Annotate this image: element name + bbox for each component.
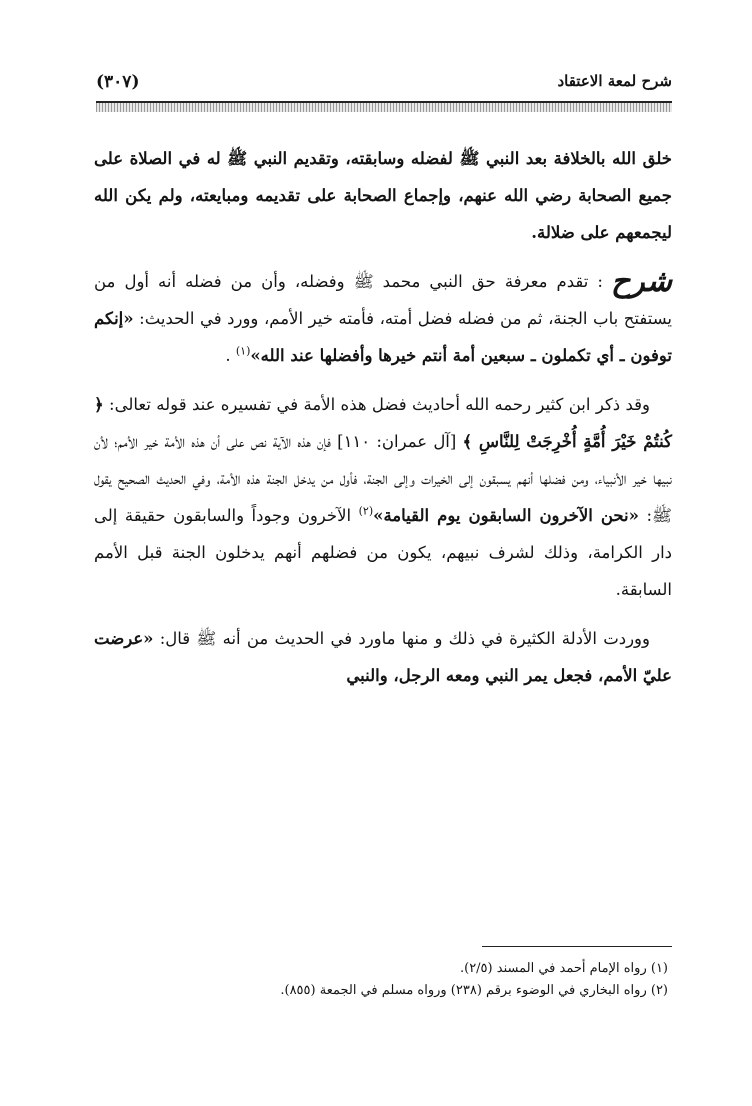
paragraph-evidence <box>94 620 672 694</box>
quran-verse: ﴿ كُنتُمْ خَيْرَ أُمَّةٍ أُخْرِجَتْ لِلنَّاسِ ﴾ <box>94 395 672 451</box>
header-rule <box>96 101 672 112</box>
ibn-kathir-text-3: الآخرون وجوداً والسابقون حقيقة إلى دار الكرامة، وذلك لشرف نبيهم، يكون من فضلهم أنهم يدخلون الجنة قبل الأمم السابقة. <box>94 506 672 599</box>
matn-text: خلق الله بالخلافة بعد النبي ﷺ لفضله وسابقته، وتقديم النبي ﷺ له في الصلاة على جميع الصحابة رضي الله عنهم، وإجماع الصحابة على تقديمه ومبايعته، ولم يكن الله ليجمعهم على ضلالة. <box>94 149 672 242</box>
sharh-heading: شرح <box>610 264 672 299</box>
footnotes <box>100 958 668 1002</box>
footnote-item: (٢) رواه البخاري في الوضوء برقم (٢٣٨) ورواه مسلم في الجمعة (٨٥٥). <box>280 983 668 998</box>
paragraph-ibn-kathir <box>94 386 672 608</box>
hadith-quote-2: «نحن الآخرون السابقون يوم القيامة» <box>373 506 639 525</box>
book-title: شرح لمعة الاعتقاد <box>557 72 672 90</box>
evidence-text: ووردت الأدلة الكثيرة في ذلك و منها ماورد في الحديث من أنه ﷺ قال: <box>153 629 650 648</box>
footnote-item: (١) رواه الإمام أحمد في المسند (٢/٥). <box>459 961 668 976</box>
paragraph-matn <box>94 140 672 251</box>
ibn-kathir-text-1: وقد ذكر ابن كثير رحمه الله أحاديث فضل هذه الأمة في تفسيره عند قوله تعالى: <box>103 395 650 414</box>
ibn-kathir-text-2: [آل عمران: ١١٠] فإن هذه الآية نص على أن هذه الأمة خير الأمم؛ لأن نبيها خير الأنبياء، ومن فضلها أنهم يسبقون إلى الخيرات وإلى الجنة، فأول من يدخل الجنة هذه الأمة، وفي الحديث الصحيح يقول ﷺ: <box>94 432 672 525</box>
hadith-quote-1: «إنكم توفون ـ أي تكملون ـ سبعين أمة أنتم خيرها وأفضلها عند الله» <box>94 309 672 365</box>
paragraph-sharh-intro <box>94 263 672 374</box>
hadith-quote-3: «عرضت عليّ الأمم، فجعل يمر النبي ومعه الرجل، والنبي <box>94 629 672 685</box>
footnote-rule <box>482 946 672 947</box>
footnote-ref-2[interactable]: (٢) <box>358 504 374 518</box>
page-number: (٣٠٧) <box>96 72 140 92</box>
running-header <box>96 72 672 100</box>
footnote-ref-1[interactable]: (١) <box>235 344 251 358</box>
sharh-text: : تقدم معرفة حق النبي محمد ﷺ وفضله، وأن من فضله أنه أول من يستفتح باب الجنة، ثم من فضله فضل أمته، فأمته خير الأمم، وورد في الحديث: <box>94 272 672 328</box>
main-text <box>94 140 672 694</box>
sharh-text-end: . <box>225 346 236 365</box>
